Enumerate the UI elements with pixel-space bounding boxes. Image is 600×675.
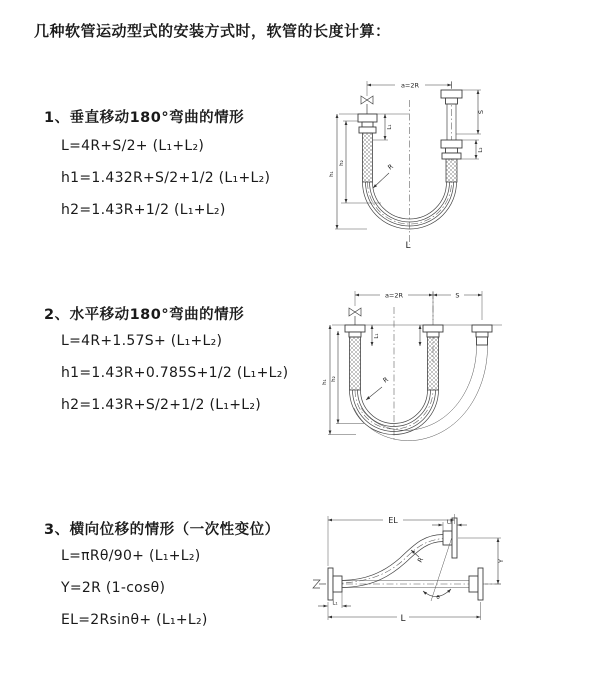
dim-label-l: L <box>400 614 406 624</box>
dim-label-l: L <box>405 241 411 251</box>
formula-line: h1=1.43R+0.785S+1/2 (L₁+L₂) <box>61 365 289 381</box>
dim-label-s: S <box>455 291 460 300</box>
braided-hose-right <box>446 159 457 182</box>
dim-label-h1: h₁ <box>322 379 328 385</box>
formula-line: h1=1.432R+S/2+1/2 (L₁+L₂) <box>61 170 271 186</box>
section-2-heading: 2、水平移动180°弯曲的情形 <box>44 307 245 323</box>
dim-label-s: S <box>477 109 485 115</box>
left-fitting <box>358 114 377 133</box>
left-flange <box>328 568 342 600</box>
formula-line: h2=1.43R+1/2 (L₁+L₂) <box>61 202 226 218</box>
formula-line: L=πRθ/90+ (L₁+L₂) <box>61 548 201 564</box>
section-1-heading: 1、垂直移动180°弯曲的情形 <box>44 110 245 126</box>
dim-label-l1: L₁ <box>332 600 338 607</box>
braided-hose-left <box>363 133 373 182</box>
left-fitting <box>345 325 365 337</box>
middle-fitting <box>423 325 443 337</box>
hose-displaced-s-curve <box>342 535 443 588</box>
valve-icon <box>361 96 373 114</box>
diagram-vertical-180-bend <box>315 70 585 265</box>
dim-label-a2r: a=2R <box>384 291 404 300</box>
dim-label-theta: θ <box>436 595 440 601</box>
braided-hose-left <box>350 337 361 390</box>
dim-label-l1: L₁ <box>374 333 380 339</box>
dim-label-r: R <box>381 375 390 385</box>
break-mark <box>313 580 320 588</box>
dim-label-l2: L₂ <box>478 147 484 153</box>
dim-label-el: EL <box>388 516 398 525</box>
dim-label-h1: h₁ <box>329 171 335 177</box>
radius-construction-line <box>431 537 452 601</box>
braided-hose-middle <box>428 337 439 390</box>
formula-line: h2=1.43R+S/2+1/2 (L₁+L₂) <box>61 397 262 413</box>
valve-icon <box>349 308 361 325</box>
dim-label-l2: L₂ <box>446 519 453 526</box>
right-fitting-moved <box>472 325 492 345</box>
dim-label-r: R <box>415 555 426 565</box>
dim-label-l1: L₁ <box>387 124 393 130</box>
formula-line: L=4R+S/2+ (L₁+L₂) <box>61 138 205 154</box>
dim-label-y: Y <box>497 559 505 563</box>
diagram-lateral-displacement <box>305 505 600 650</box>
formula-line: Y=2R (1-cosθ) <box>61 580 166 596</box>
formula-line: EL=2Rsinθ+ (L₁+L₂) <box>61 612 208 628</box>
page-title: 几种软管运动型式的安装方式时，软管的长度计算： <box>34 22 391 40</box>
diagram-horizontal-180-bend <box>310 282 590 450</box>
section-3-heading: 3、横向位移的情形（一次性变位） <box>44 522 280 538</box>
dim-label-h2: h₂ <box>339 160 345 166</box>
right-flange-original <box>469 568 483 600</box>
dim-label-h2: h₂ <box>331 376 337 382</box>
formula-line: L=4R+1.57S+ (L₁+L₂) <box>61 333 223 349</box>
dim-label-a2r: a=2R <box>400 81 420 90</box>
dim-label-r: R <box>386 162 395 172</box>
